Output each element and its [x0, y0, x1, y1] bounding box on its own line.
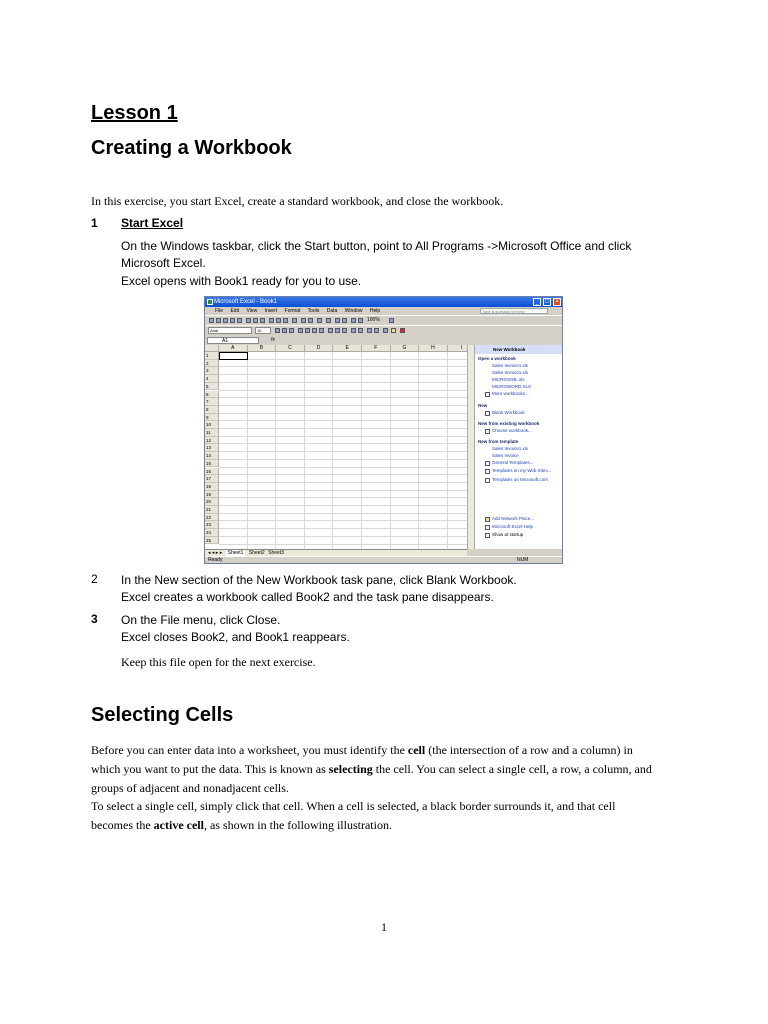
step-2-line-1: In the New section of the New Workbook task pane, click Blank Workbook.	[121, 573, 517, 587]
column-header: D	[305, 345, 334, 352]
intro-paragraph: In this exercise, you start Excel, create a standard workbook, and close the workbook.	[91, 194, 504, 208]
row-gridline	[219, 359, 467, 360]
row-gridline	[219, 513, 467, 514]
row-header: 14	[205, 452, 219, 460]
permission-icon	[230, 318, 235, 323]
step-1-number: 1	[91, 216, 98, 230]
row-header: 7	[205, 398, 219, 406]
row-gridline	[219, 474, 467, 475]
step-2-line-2: Excel creates a workbook called Book2 and the task pane disappears.	[121, 590, 494, 604]
sp1-text-2: (the intersection of a row and a column) in which you want to put the data. This is known as	[91, 743, 633, 776]
row-header: 19	[205, 491, 219, 499]
lesson-heading: Lesson 1	[91, 102, 178, 124]
new-heading: New	[478, 403, 488, 408]
paste-icon	[283, 318, 288, 323]
row-header: 21	[205, 506, 219, 514]
excel-title-bar	[205, 297, 562, 307]
open-workbook-heading: Open a workbook	[478, 356, 516, 361]
row-header: 25	[205, 537, 219, 545]
row-header: 5	[205, 383, 219, 391]
sheet-tabs-bar	[205, 549, 467, 556]
open-item-4: MICROWORD.XLS	[492, 384, 532, 389]
row-gridline	[219, 413, 467, 414]
italic-icon	[282, 328, 287, 333]
open-item-2: Sales Invoice1.xls	[492, 370, 529, 375]
new-icon	[209, 318, 214, 323]
vertical-scrollbar	[467, 345, 474, 549]
align-right-icon	[312, 328, 317, 333]
format-painter-icon	[292, 318, 297, 323]
step-2-number: 2	[91, 572, 98, 586]
selecting-paragraph-1	[91, 741, 659, 798]
increase-decimal-icon	[351, 328, 356, 333]
existing-workbook-heading: New from existing workbook	[478, 421, 540, 426]
template-heading: New from template	[478, 439, 519, 444]
font-color-icon	[400, 328, 405, 333]
row-header: 13	[205, 444, 219, 452]
tab-sheet1: Sheet1	[227, 550, 244, 556]
font-name-box: Arial	[208, 327, 252, 334]
step-3-line-2: Excel closes Book2, and Book1 reappears.	[121, 630, 350, 644]
column-header: A	[219, 345, 248, 352]
close-icon: ×	[553, 298, 561, 306]
tab-scroll-arrows: ◂ ◂ ▸ ▸	[208, 550, 223, 556]
align-left-icon	[298, 328, 303, 333]
column-header: F	[362, 345, 391, 352]
spelling-icon	[260, 318, 265, 323]
row-header: 16	[205, 468, 219, 476]
row-header: 1	[205, 352, 219, 360]
section-title-selecting-cells: Selecting Cells	[91, 704, 234, 726]
email-icon	[237, 318, 242, 323]
grid-corner	[205, 345, 219, 352]
save-icon	[223, 318, 228, 323]
folder-icon	[485, 392, 490, 397]
task-pane-title: New Workbook	[475, 345, 563, 354]
open-icon	[216, 318, 221, 323]
add-network-place-link: Add Network Place...	[492, 516, 535, 521]
sp1-text-1: Before you can enter data into a worksheet, you must identify the	[91, 743, 408, 757]
sort-ascending-icon	[335, 318, 340, 323]
choose-workbook-link: Choose workbook...	[492, 428, 532, 433]
web-sites-icon	[485, 469, 490, 474]
decrease-decimal-icon	[358, 328, 363, 333]
help-icon	[389, 318, 394, 323]
sp1-text-3: the cell. You can select a single cell, a row, a column, and groups of adjacent and nonadjacent cells.	[91, 762, 652, 795]
general-templates-icon	[485, 461, 490, 466]
open-item-1: Sales Invoice1.xls	[492, 363, 529, 368]
menu-help: Help	[369, 308, 381, 314]
row-gridline	[219, 397, 467, 398]
row-gridline	[219, 405, 467, 406]
sp1-bold-selecting: selecting	[328, 762, 373, 776]
sp2-bold-active-cell: active cell	[153, 818, 204, 832]
zoom-value: 100%	[367, 317, 380, 323]
row-header: 6	[205, 391, 219, 399]
menu-file: File	[215, 308, 224, 314]
open-item-3: MICROSOB..xls	[492, 377, 525, 382]
microsoft-com-icon	[485, 478, 490, 483]
keep-open-note: Keep this file open for the next exercise.	[121, 655, 316, 669]
row-gridline	[219, 390, 467, 391]
status-ready: Ready	[208, 557, 223, 563]
increase-indent-icon	[374, 328, 379, 333]
row-gridline	[219, 536, 467, 537]
undo-icon	[301, 318, 306, 323]
excel-screenshot	[204, 296, 563, 564]
row-gridline	[219, 520, 467, 521]
step-1-line-1: On the Windows taskbar, click the Start button, point to All Programs ->Microsoft Office and click	[121, 239, 632, 253]
comma-icon	[342, 328, 347, 333]
template-item-2: Sales Invoice	[492, 453, 519, 458]
row-header: 18	[205, 483, 219, 491]
excel-help-link: Microsoft Excel Help	[492, 524, 534, 529]
standard-toolbar	[205, 315, 562, 324]
row-header: 12	[205, 437, 219, 445]
cut-icon	[269, 318, 274, 323]
font-size-box: 10	[255, 327, 271, 334]
menu-view: View	[246, 308, 258, 314]
row-header: 3	[205, 367, 219, 375]
more-workbooks-link: More workbooks...	[492, 391, 529, 396]
worksheet-grid	[205, 345, 467, 549]
tab-sheet2: Sheet2	[248, 550, 265, 556]
row-gridline	[219, 420, 467, 421]
sort-descending-icon	[342, 318, 347, 323]
copy-icon	[276, 318, 281, 323]
row-gridline	[219, 428, 467, 429]
menu-insert: Insert	[264, 308, 278, 314]
row-gridline	[219, 490, 467, 491]
template-item-3: General Templates...	[492, 460, 534, 465]
step-1-line-2: Microsoft Excel.	[121, 256, 206, 270]
align-center-icon	[305, 328, 310, 333]
excel-window-title: Microsoft Excel - Book1	[214, 299, 278, 305]
excel-app-icon	[207, 299, 213, 305]
row-header: 10	[205, 421, 219, 429]
active-cell-a1	[219, 352, 248, 360]
row-header: 15	[205, 460, 219, 468]
currency-icon	[328, 328, 333, 333]
row-header: 24	[205, 529, 219, 537]
row-header: 8	[205, 406, 219, 414]
minimize-icon: _	[533, 298, 541, 306]
column-header: H	[419, 345, 448, 352]
help-question-box: Type a question for help	[480, 308, 548, 314]
menu-edit: Edit	[230, 308, 240, 314]
step-3-line-1: On the File menu, click Close.	[121, 613, 281, 627]
underline-icon	[289, 328, 294, 333]
row-gridline	[219, 382, 467, 383]
choose-workbook-icon	[485, 429, 490, 434]
row-gridline	[219, 366, 467, 367]
row-gridline	[219, 505, 467, 506]
menu-data: Data	[326, 308, 338, 314]
step-1-line-3: Excel opens with Book1 ready for you to use.	[121, 274, 362, 288]
excel-help-icon	[485, 525, 490, 530]
show-at-startup-checkbox	[485, 533, 490, 538]
bold-icon	[275, 328, 280, 333]
blank-workbook-link: Blank Workbook	[492, 410, 525, 415]
print-icon	[246, 318, 251, 323]
section-title-creating-workbook: Creating a Workbook	[91, 137, 292, 159]
row-gridline	[219, 497, 467, 498]
row-gridline	[219, 436, 467, 437]
show-at-startup-label: Show at startup	[492, 532, 524, 537]
step-1-title: Start Excel	[121, 216, 184, 230]
row-header: 22	[205, 514, 219, 522]
column-header: B	[248, 345, 277, 352]
template-item-4: Templates on my Web Sites...	[492, 468, 552, 473]
merge-center-icon	[319, 328, 324, 333]
row-header: 11	[205, 429, 219, 437]
decrease-indent-icon	[367, 328, 372, 333]
borders-icon	[383, 328, 388, 333]
template-item-1: Sales Invoice1.xls	[492, 446, 529, 451]
row-gridline	[219, 467, 467, 468]
column-header: I	[448, 345, 467, 352]
percent-icon	[335, 328, 340, 333]
menu-format: Format	[284, 308, 301, 314]
sp2-text-1: To select a single cell, simply click that cell. When a cell is selected, a black border surrounds it, and that cell becomes the	[91, 799, 616, 832]
row-gridline	[219, 482, 467, 483]
hyperlink-icon	[317, 318, 322, 323]
row-header: 23	[205, 521, 219, 529]
sp2-text-2: , as shown in the following illustration.	[203, 818, 392, 832]
formula-fx-label: fx	[271, 337, 275, 343]
row-gridline	[219, 374, 467, 375]
tab-sheet3: Sheet3	[268, 550, 284, 556]
status-num: NUM	[517, 557, 529, 563]
row-header: 2	[205, 360, 219, 368]
row-gridline	[219, 528, 467, 529]
network-place-icon	[485, 517, 490, 522]
redo-icon	[308, 318, 313, 323]
maximize-icon: □	[543, 298, 551, 306]
column-header: E	[333, 345, 362, 352]
template-item-5: Templates on Microsoft.com	[492, 477, 549, 482]
blank-workbook-icon	[485, 411, 490, 416]
chart-wizard-icon	[351, 318, 356, 323]
drawing-icon	[358, 318, 363, 323]
row-gridline	[219, 451, 467, 452]
menu-tools: Tools	[307, 308, 320, 314]
row-header: 9	[205, 414, 219, 422]
print-preview-icon	[253, 318, 258, 323]
fill-color-icon	[391, 328, 396, 333]
selecting-paragraph-2	[91, 797, 659, 835]
step-3-number: 3	[91, 612, 98, 626]
autosum-icon	[326, 318, 331, 323]
status-bar	[205, 556, 562, 564]
sp1-bold-cell: cell	[407, 743, 426, 757]
new-workbook-task-pane	[474, 345, 563, 549]
row-header: 20	[205, 498, 219, 506]
row-header: 4	[205, 375, 219, 383]
column-header: C	[276, 345, 305, 352]
page-number: 1	[381, 920, 387, 934]
name-box: A1	[207, 337, 259, 344]
column-header: G	[391, 345, 420, 352]
formatting-toolbar	[205, 325, 562, 334]
menu-window: Window	[344, 308, 363, 314]
row-header: 17	[205, 475, 219, 483]
row-gridline	[219, 544, 467, 545]
row-gridline	[219, 443, 467, 444]
row-gridline	[219, 459, 467, 460]
